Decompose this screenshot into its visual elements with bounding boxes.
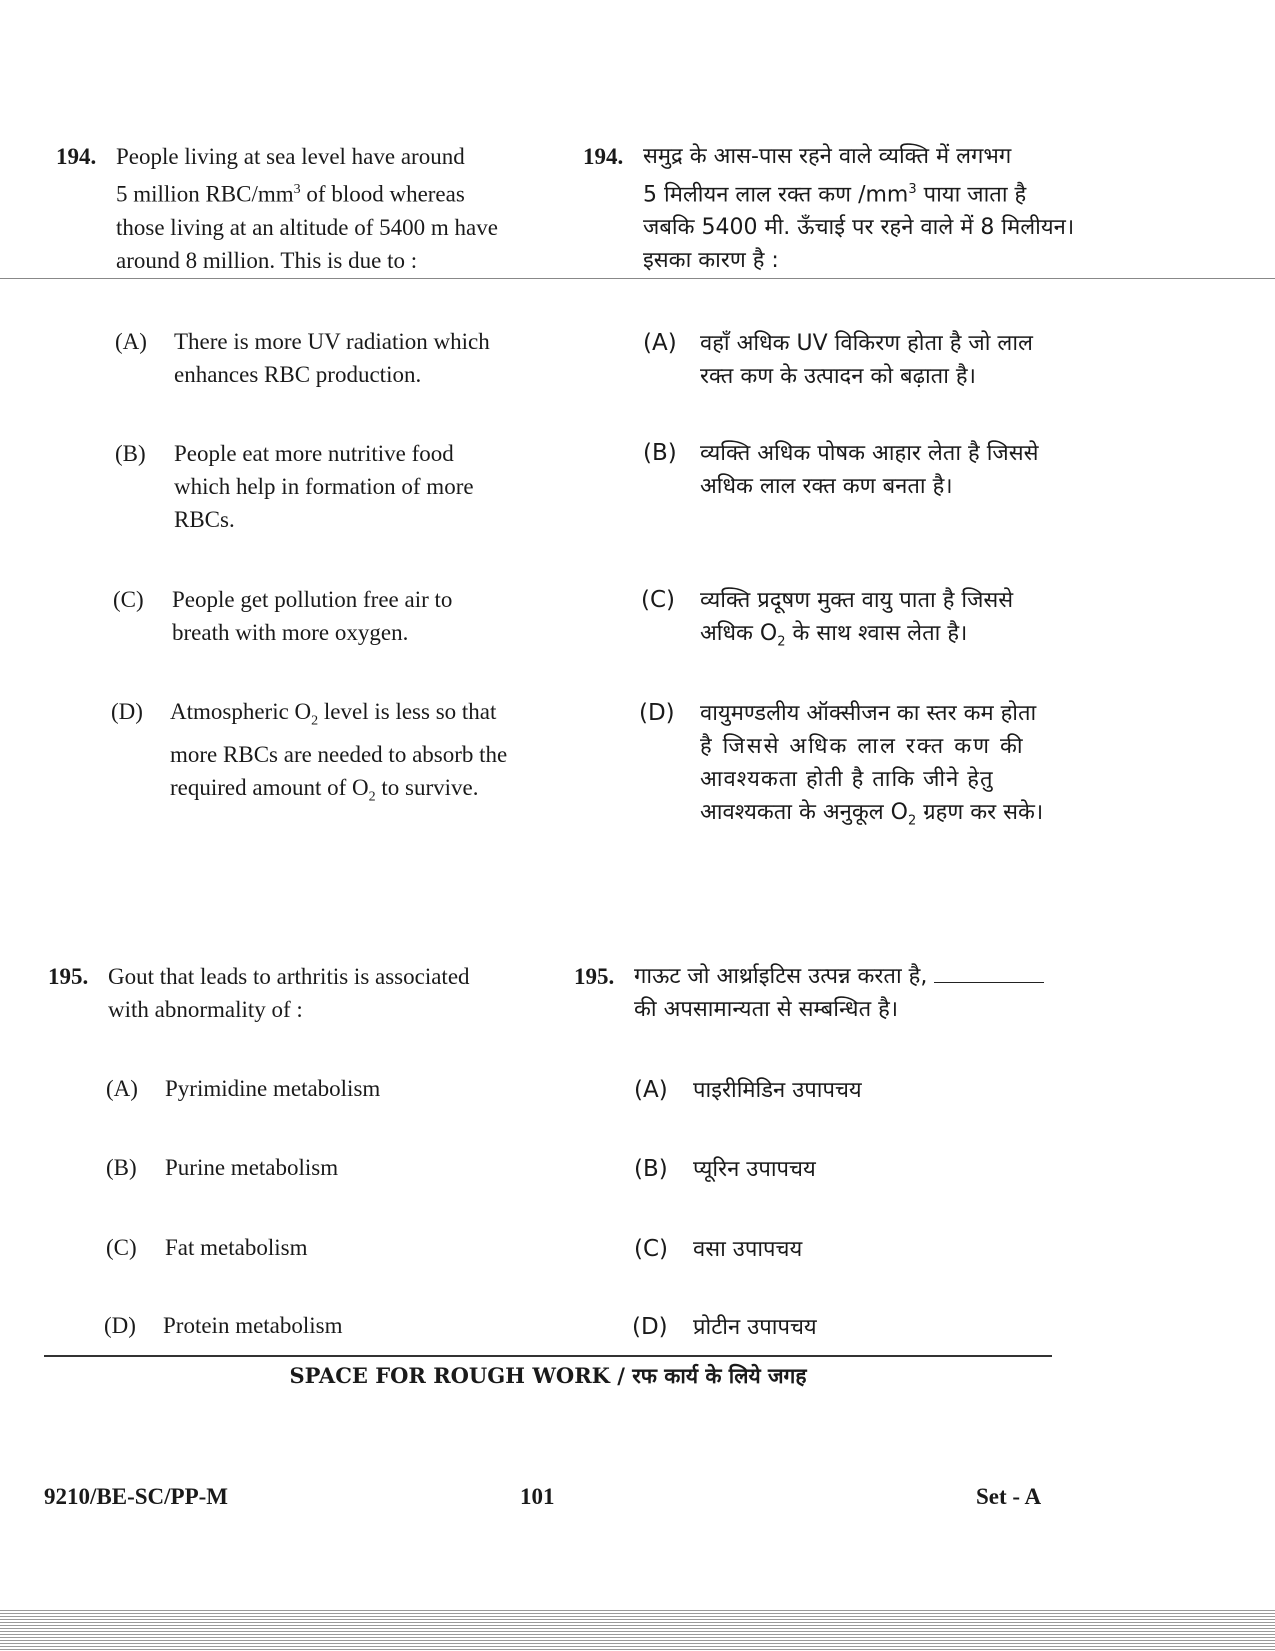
q194-en-line: around 8 million. This is due to : [116, 247, 418, 273]
q195-number-hi: 195. [574, 964, 615, 989]
q195-en-line: Gout that leads to arthritis is associated [108, 964, 470, 989]
option-text: प्रोटीन उपापचय [693, 1315, 817, 1340]
q194-hi-line: जबकि 5400 मी. ऊँचाई पर रहने वाले में 8 मिलीयन। [643, 215, 1075, 241]
option-line: required amount of $O_2$ to survive. [170, 774, 479, 805]
q195-option-b-en [106, 1151, 526, 1187]
q194-number-hi: 194. [583, 144, 624, 169]
header-divider [0, 278, 1275, 279]
option-line: वायुमण्डलीय ऑक्सीजन का स्तर कम होता [700, 701, 1037, 726]
option-label: (C) [641, 587, 676, 613]
answer-blank [934, 964, 1044, 983]
option-label: (C) [106, 1235, 137, 1260]
q194-option-c-en [113, 583, 540, 653]
option-line: अधिक लाल रक्त कण बनता है। [700, 474, 953, 499]
option-line: People get pollution free air to [172, 587, 453, 612]
option-label: (D) [104, 1313, 136, 1338]
option-label: (A) [106, 1076, 138, 1101]
q194-en-line: 5 million RBC/$mm^3$ of blood whereas [116, 181, 465, 207]
option-text: Protein metabolism [163, 1313, 343, 1338]
q194-option-a-hi [643, 327, 1063, 397]
option-line: RBCs. [174, 507, 235, 532]
rough-work-label: SPACE FOR ROUGH WORK / रफ कार्य के लिये जगह [289, 1363, 807, 1388]
option-line: है जिससे अधिक लाल रक्त कण की [700, 734, 1025, 759]
option-label: (B) [634, 1156, 668, 1182]
page-number: 101 [520, 1484, 555, 1509]
q194-en-line: those living at an altitude of 5400 m have [116, 214, 498, 240]
option-line: रक्त कण के उत्पादन को बढ़ाता है। [700, 364, 976, 389]
option-line: breath with more oxygen. [172, 620, 409, 645]
option-line: which help in formation of more [174, 474, 474, 499]
option-label: (B) [643, 440, 677, 466]
option-label: (B) [106, 1155, 137, 1180]
q194-number-en: 194. [56, 144, 97, 169]
bottom-scan-border [0, 1610, 1275, 1651]
q194-option-d-en [111, 695, 540, 805]
option-label: (B) [115, 441, 146, 466]
q195-hi-line: गाऊट जो आर्थ्राइटिस उत्पन्न करता है, [634, 960, 1064, 993]
q195-option-a-hi [634, 1074, 1054, 1110]
q194-option-b-en [115, 437, 540, 537]
q194-option-d-hi [639, 697, 1063, 832]
option-line: People eat more nutritive food [174, 441, 454, 466]
option-line: more RBCs are needed to absorb the [170, 741, 508, 767]
rough-work-divider [44, 1355, 1052, 1357]
option-line: वहाँ अधिक UV विकिरण होता है जो लाल [700, 331, 1033, 356]
q194-option-c-hi [641, 584, 1063, 654]
option-line: enhances RBC production. [174, 362, 422, 387]
option-label: (A) [115, 329, 147, 354]
q195-option-b-hi [634, 1153, 1054, 1189]
q194-hi-line: इसका कारण है : [643, 248, 779, 274]
q195-stem-en [108, 960, 540, 1026]
option-text: पाइरीमिडिन उपापचय [693, 1078, 862, 1103]
option-text: प्यूरिन उपापचय [693, 1157, 816, 1182]
q195-option-c-en [106, 1231, 526, 1267]
option-line: अधिक $O_2$ के साथ श्वास लेता है। [700, 621, 968, 650]
q195-hi-line: की अपसामान्यता से सम्बन्धित है। [634, 997, 899, 1022]
q195-option-d-hi [632, 1311, 1052, 1347]
option-label: (A) [634, 1077, 668, 1103]
paper-code: 9210/BE-SC/PP-M [44, 1484, 228, 1509]
option-label: (D) [632, 1314, 668, 1340]
q195-en-line: with abnormality of : [108, 997, 303, 1022]
option-text: वसा उपापचय [693, 1237, 803, 1262]
q195-option-c-hi [634, 1233, 1054, 1269]
option-line: Atmospheric $O_2$ level is less so that [170, 699, 497, 729]
option-label: (C) [634, 1236, 669, 1262]
set-label: Set - A [976, 1484, 1042, 1509]
option-text: Pyrimidine metabolism [165, 1076, 381, 1101]
q194-stem-en [116, 140, 536, 277]
q194-en-line: People living at sea level have around [116, 144, 465, 169]
q195-option-a-en [106, 1072, 526, 1108]
option-line: व्यक्ति प्रदूषण मुक्त वायु पाता है जिससे [700, 588, 1014, 613]
option-text: Fat metabolism [165, 1235, 308, 1260]
option-label: (C) [113, 587, 144, 612]
option-line: There is more UV radiation which [174, 329, 490, 354]
q194-hi-line: 5 मिलीयन लाल रक्त कण $/mm^3$ पाया जाता है [643, 182, 1027, 208]
option-text: Purine metabolism [165, 1155, 339, 1180]
q194-option-b-hi [643, 437, 1063, 507]
option-line: आवश्यकता के अनुकूल $O_2$ ग्रहण कर सके। [700, 800, 1044, 829]
q195-option-d-en [104, 1309, 524, 1345]
q195-number-en: 195. [48, 964, 89, 989]
q194-option-a-en [115, 325, 540, 395]
option-label: (D) [111, 699, 143, 724]
q195-stem-hi [634, 960, 1064, 1026]
q194-stem-hi [643, 140, 1075, 277]
q194-hi-line: समुद्र के आस-पास रहने वाले व्यक्ति में लगभग [643, 144, 1012, 169]
option-line: आवश्यकता होती है ताकि जीने हेतु [700, 767, 994, 792]
option-line: व्यक्ति अधिक पोषक आहार लेता है जिससे [700, 441, 1039, 466]
option-label: (D) [639, 700, 675, 726]
option-label: (A) [643, 330, 677, 356]
